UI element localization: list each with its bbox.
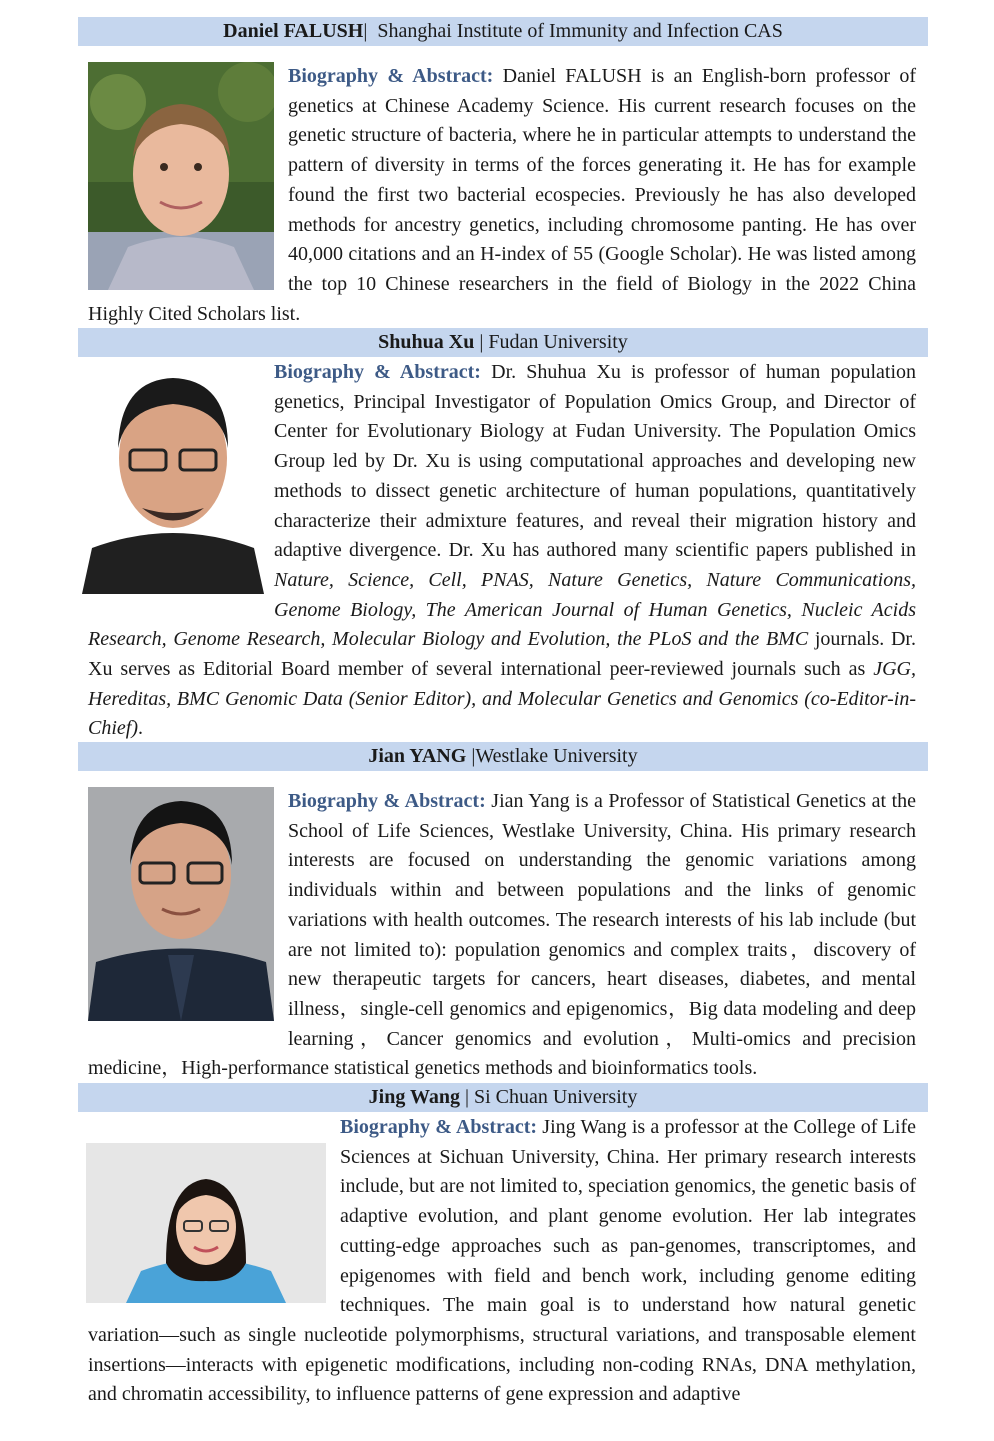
speaker-affiliation: Westlake University — [475, 745, 638, 767]
bio-label: Biography & Abstract: — [274, 361, 481, 383]
bio-text: journals. Dr. Xu serves as Editorial Board member of several international peer-reviewed journals such as — [88, 628, 916, 681]
bio-text: Jing Wang is a professor at the College of Life Sciences at Sichuan University, China. Her primary research interests include, but are not limited to, speciation genomics, the genetic basis of adaptive evolution, and plant genome evolution. Her lab integrates cutting-edge approaches such as pan-genomes, transcriptomes, and epigenomes with field and bench work, including genome editing techniques. The main goal is to understand how natural genetic variation—such as single nucleotide polymorphisms, structural variations, and transposable element insertions—interacts with epigenetic modifications, including non-coding RNAs, DNA methylation, and chromatin accessibility, to influence patterns of gene expression and adaptive — [88, 1116, 916, 1406]
bio-text: Daniel FALUSH is an English-born professor of genetics at Chinese Academy Science. His current research focuses on the genetic structure of bacteria, where he in particular attempts to understand the pattern of diversity in terms of the forces generating it. He has for example found the first two bacterial ecospecies. Previously he has also developed methods for ancestry genetics, including chromosome panting. He has over 40,000 citations and an H-index of 55 (Google Scholar). He was listed among the top 10 Chinese researchers in the field of Biology in the 2022 China Highly Cited Scholars list. — [88, 65, 917, 325]
speaker-affiliation: Shanghai Institute of Immunity and Infection CAS — [377, 20, 783, 42]
speaker-photo — [88, 62, 274, 290]
speaker-name: Daniel FALUSH — [223, 20, 364, 42]
speaker-header — [78, 328, 928, 357]
journal-list: Nature, Science, Cell, PNAS, Nature Genetics, Nature Communications, Genome Biology, The American Journal of Human Genetics, Nucleic Acids Research, Genome Research, Molecular Biology and Evolution, the PLoS and the BMC — [88, 568, 916, 651]
speaker-affiliation: Fudan University — [488, 331, 628, 353]
speaker-bio — [88, 358, 916, 744]
bio-text: Jian Yang is a Professor of Statistical Genetics at the School of Life Sciences, Westlake University, China. His primary research interests are focused on understanding the genomic variations among individuals within and between populations and the links of genomic variations with health outcomes. The research interests of his lab include (but are not limited to): population genomics and complex traits，discovery of new therapeutic targets for cancers, heart diseases, diabetes, and mental illness，single-cell genomics and epigenomics，Big data modeling and deep learning，Cancer genomics and evolution，Multi-omics and precision medicine，High-performance statistical genetics methods and bioinformatics tools. — [88, 790, 917, 1080]
speaker-photo — [82, 358, 264, 594]
journal-list: JGG, Hereditas, BMC Genomic Data (Senior Editor), and Molecular Genetics and Genomics (co-Editor-in-Chief) — [88, 658, 916, 740]
bio-text: Dr. Shuhua Xu is professor of human population genetics, Principal Investigator of Population Omics Group, and Director of Center for Evolutionary Biology at Fudan University. The Population Omics Group led by Dr. Xu is using computational approaches and developing new methods to dissect genetic architecture of human populations, quantitatively characterize their admixture features, and reveal their migration history and adaptive divergence. Dr. Xu has authored many scientific papers published in — [274, 361, 917, 562]
speaker-bio — [88, 1113, 916, 1410]
separator: | — [363, 20, 368, 42]
bio-label: Biography & Abstract: — [288, 790, 486, 812]
bio-label: Biography & Abstract: — [288, 65, 494, 87]
separator: | — [471, 745, 476, 767]
separator: | — [464, 1086, 469, 1108]
speaker-bio — [88, 62, 916, 329]
bio-label: Biography & Abstract: — [340, 1116, 538, 1138]
speaker-bio — [88, 787, 916, 1084]
speaker-header — [78, 17, 928, 46]
bio-text: . — [138, 717, 143, 740]
speaker-header — [78, 742, 928, 771]
speaker-name: Shuhua Xu — [378, 331, 475, 353]
speaker-affiliation: Si Chuan University — [474, 1086, 638, 1108]
speaker-photo — [86, 1143, 326, 1303]
speaker-photo — [88, 787, 274, 1021]
speaker-name: Jing Wang — [368, 1086, 460, 1108]
speaker-name: Jian YANG — [368, 745, 467, 767]
speaker-header — [78, 1083, 928, 1112]
separator: | — [479, 331, 484, 353]
